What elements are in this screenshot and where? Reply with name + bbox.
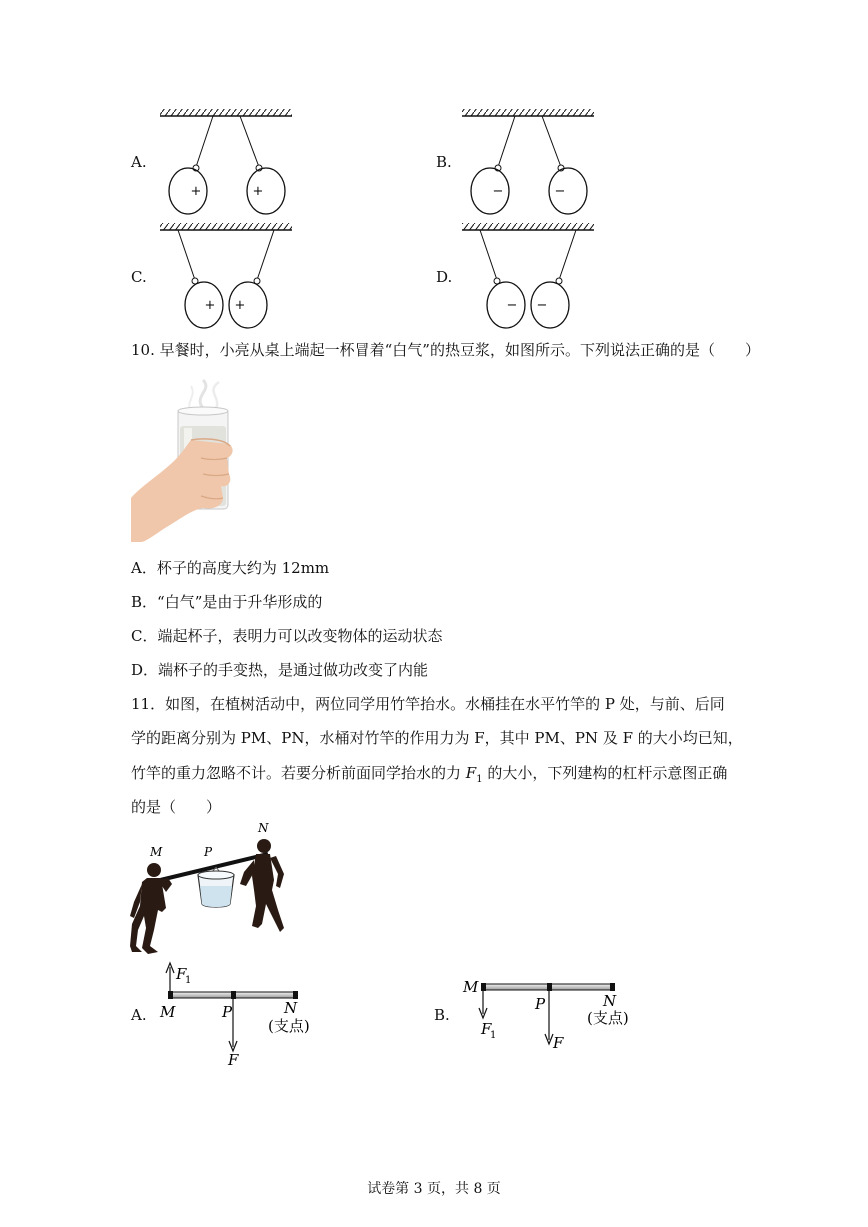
soymilk-cup-photo [131,378,249,542]
q9-option-c-letter: C. [131,268,147,286]
q11-option-a-letter: A. [131,1006,147,1024]
q11-figure-label-p: P [204,845,213,859]
q10-option-b: B．“白气”是由于升华形成的 [131,593,323,611]
q9-option-a-letter: A. [131,153,147,171]
q11-stem-line4: 的是（ ） [131,798,222,816]
q11-figure-label-n: N [258,821,269,835]
q11-b-f: F [553,1034,564,1052]
q9-b-charge-right: − [554,184,566,199]
q11-a-n: N [284,999,298,1017]
q11-b-n: N [603,992,617,1010]
q9-c-charge-right: + [234,298,246,313]
q11-b-pivot: (支点) [587,1009,629,1027]
q10-stem: 10. 早餐时，小亮从桌上端起一杯冒着“白气”的热豆浆，如图所示。下列说法正确的是（ ） [131,341,760,359]
q11-stem-line3-b: 的大小，下列建构的杠杆示意图正确 [482,764,728,782]
q11-a-f: F [228,1051,239,1069]
q10-option-c: C．端起杯子，表明力可以改变物体的运动状态 [131,627,443,645]
q11-figure-label-m: M [150,845,163,859]
q11-stem-line3 [131,762,727,785]
q10-option-a: A．杯子的高度大约为 12mm [131,559,330,577]
q11-b-f1-sub: 1 [490,1030,497,1041]
q9-option-b-letter: B. [436,153,452,171]
q11-stem-line2: 学的距离分别为 PM、PN，水桶对竹竿的作用力为 F，其中 PM、PN 及 F 的大小均已知， [131,729,743,747]
q11-a-pivot: (支点) [268,1017,310,1035]
q11-b-f1: F [481,1020,492,1038]
q9-diagram-c [160,223,292,328]
q11-stem-f1: F [465,764,477,782]
q11-a-p: P [222,1003,233,1021]
q11-carrying-water-figure [128,820,293,960]
q10-option-d: D．端杯子的手变热，是通过做功改变了内能 [131,661,429,679]
q9-d-charge-left: − [506,298,518,313]
q9-option-d-letter: D. [436,268,453,286]
q11-option-a-diagram [150,955,350,1075]
q11-a-f1-sub: 1 [185,975,192,986]
q11-stem-line3-a: 竹竿的重力忽略不计。若要分析前面同学抬水的力 [131,764,466,782]
q11-a-f1: F [176,965,187,983]
q9-diagram-b [462,109,594,214]
q9-diagrams [0,0,868,340]
q9-diagram-d [462,223,594,328]
q9-b-charge-left: − [492,184,504,199]
q9-a-charge-right: + [252,184,264,199]
q9-diagram-a [160,109,292,214]
q9-c-charge-left: + [204,298,216,313]
q11-a-m: M [160,1003,176,1021]
q11-stem-f1-sub: 1 [476,774,483,785]
q11-option-b-diagram [455,970,655,1060]
page-footer: 试卷第 3 页，共 8 页 [367,1181,501,1197]
q11-stem-line1: 11．如图，在植树活动中，两位同学用竹竿抬水。水桶挂在水平竹竿的 P 处，与前、后同 [131,695,725,713]
q9-a-charge-left: + [190,184,202,199]
q11-option-b-letter: B. [434,1006,450,1024]
q11-b-p: P [535,995,546,1013]
q11-b-m: M [463,978,479,996]
q9-d-charge-right: − [536,298,548,313]
